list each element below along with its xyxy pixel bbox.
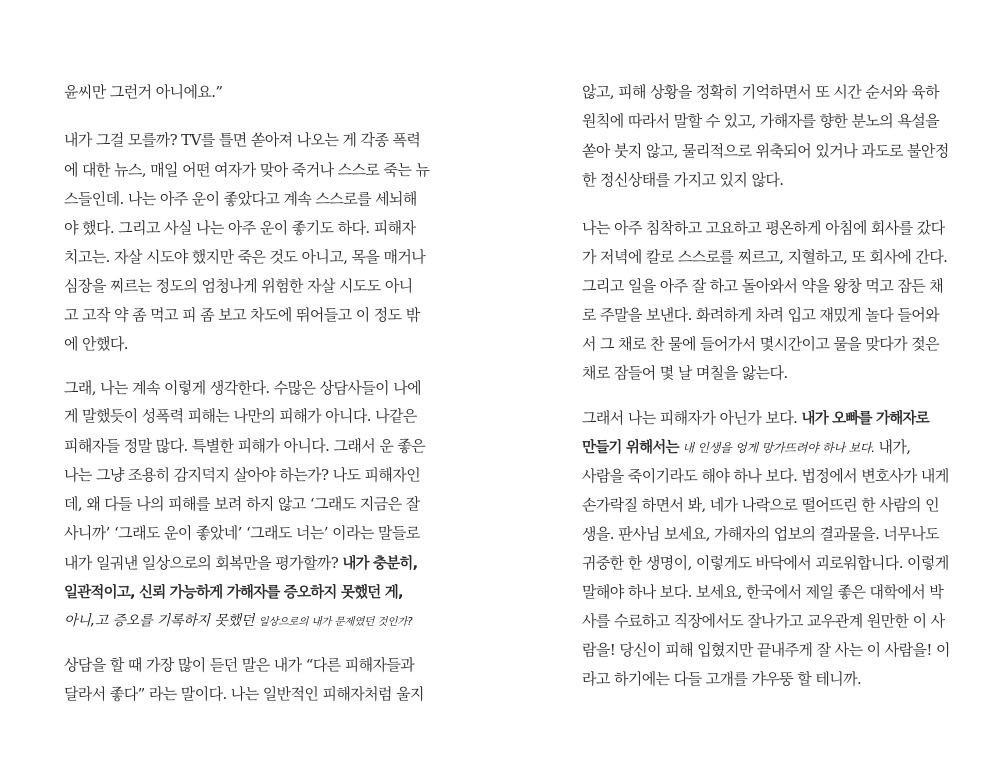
body-text: 사를 수료하고 직장에서도 잘나가고 교우관계 원만한 이 사 — [582, 612, 945, 630]
body-text: 사람을 죽이기라도 해야 하나 보다. 법정에서 변호사가 내게 — [582, 467, 949, 485]
text-line — [64, 436, 425, 456]
text-line — [582, 170, 783, 190]
body-text: 심장을 찌르는 정도의 엄청나게 위험한 자살 시도도 아니 — [64, 277, 413, 295]
body-text: 게 말했듯이 성폭력 피해는 나만의 피해가 아니다. 나같은 — [64, 407, 417, 425]
handwritten-text: 일상으로의 내가 문제였던 것인가? — [258, 616, 413, 628]
text-line — [64, 582, 403, 603]
text-line — [64, 305, 420, 325]
body-text: 않고, 피해 상황을 정확히 기억하면서 또 시간 순서와 육하 — [582, 83, 939, 101]
body-text: 내가 일궈낸 일상으로의 회복만을 평가할까? — [64, 554, 343, 572]
body-text: 나는 그냥 조용히 감지덕지 살아야 하는가? 나도 피해자인 — [64, 466, 421, 484]
text-line — [582, 524, 939, 544]
text-line — [582, 334, 939, 354]
text-line — [582, 247, 947, 267]
body-text: 피해자들 정말 많다. 특별한 피해가 아니다. 그래서 운 좋은 — [64, 437, 426, 455]
body-text: 말해야 하나 보다. 보세요, 한국에서 제일 좋은 대학에서 박 — [582, 583, 944, 601]
text-line — [582, 218, 945, 238]
text-line — [64, 684, 424, 704]
text-line — [64, 276, 413, 296]
text-line — [64, 160, 429, 180]
text-line — [64, 406, 417, 426]
body-text: 상담을 할 때 가장 많이 듣던 말은 내가 “다른 피해자들과 — [64, 656, 415, 674]
body-text: 내가, — [878, 438, 911, 456]
body-text: 나는 아주 침착하고 고요하고 평온하게 아침에 회사를 갔다 — [582, 219, 945, 237]
text-line — [64, 218, 415, 238]
text-line — [64, 82, 222, 102]
body-text: 윤씨만 그런거 아니에요.” — [64, 83, 223, 101]
text-line — [64, 378, 421, 398]
body-text: 로 주말을 보낸다. 화려하게 차려 입고 재밌게 놀다 들어와 — [582, 306, 939, 324]
body-text: 에 대한 뉴스, 매일 어떤 여자가 맞아 죽거나 스스로 죽는 뉴 — [64, 161, 430, 179]
body-text: 생을. 판사님 보세요, 가해자의 업보의 결과물을. 너무나도 — [582, 525, 939, 543]
text-line — [64, 655, 414, 675]
text-line — [582, 495, 939, 515]
body-text: 사니까’ ‘그래도 운이 좋았네’ ‘그래도 너는’ 이라는 말들로 — [64, 524, 420, 542]
body-text: 스들인데. 나는 아주 운이 좋았다고 계속 스스로를 세뇌해 — [64, 190, 417, 208]
body-text: 라고 하기에는 다들 고개를 갸우뚱 할 테니까. — [582, 670, 862, 688]
bold-text: 내가 충분히, — [342, 556, 418, 572]
body-text: 가 저녁에 칼로 스스로를 찌르고, 지혈하고, 또 회사에 간다. — [582, 248, 948, 266]
body-text: 그래서 나는 피해자가 아닌가 보다. — [582, 409, 802, 427]
body-text: 야 했다. 그리고 사실 나는 아주 운이 좋기도 하다. 피해자 — [64, 219, 416, 237]
text-line — [582, 276, 943, 296]
body-text: 내가 그걸 모를까? TV를 틀면 쏟아져 나오는 게 각종 폭력 — [64, 131, 421, 149]
text-line — [64, 610, 412, 632]
body-text: 데, 왜 다들 나의 피해를 보려 하지 않고 ‘그래도 지금은 잘 — [64, 495, 420, 513]
body-text: 귀중한 한 생명이, 이렇게도 바닥에서 괴로워합니다. 이렇게 — [582, 554, 949, 572]
text-line — [64, 247, 425, 267]
body-text: 그래, 나는 계속 이렇게 생각한다. 수많은 상담사들이 나에 — [64, 379, 421, 397]
handwritten-text: 내 인생을 엉게 망가뜨려야 하나 보다. — [678, 441, 879, 455]
text-line — [64, 553, 417, 574]
body-text: 그리고 일을 아주 잘 하고 돌아와서 약을 왕창 먹고 잠든 채 — [582, 277, 944, 295]
body-text: 에 안했다. — [64, 335, 128, 353]
text-line — [64, 130, 420, 150]
text-line — [64, 494, 420, 514]
text-line — [64, 465, 420, 485]
text-line — [64, 334, 128, 354]
text-line — [582, 553, 949, 573]
text-line — [582, 669, 861, 689]
text-line — [582, 305, 939, 325]
body-text: 원칙에 따라서 말할 수 있고, 가해자를 향한 분노의 욕설을 — [582, 112, 939, 130]
text-line — [64, 189, 417, 209]
text-line — [64, 523, 420, 543]
text-line — [582, 466, 949, 486]
text-line — [582, 408, 929, 429]
body-text: 달라서 좋다” 라는 말이다. 나는 일반적인 피해자처럼 울지 — [64, 685, 424, 703]
text-line — [582, 582, 943, 602]
body-text: 손가락질 하면서 봐, 네가 나락으로 떨어뜨린 한 사람의 인 — [582, 496, 939, 514]
body-text: 채로 잠들어 몇 날 며칠을 앓는다. — [582, 364, 788, 382]
text-line — [582, 437, 910, 458]
text-line — [582, 611, 945, 631]
bold-text: 만들기 위해서는 — [582, 440, 679, 456]
text-line — [582, 141, 949, 161]
text-line — [582, 363, 788, 383]
text-line — [582, 640, 950, 660]
body-text: 쏟아 붓지 않고, 물리적으로 위축되어 있거나 과도로 불안정 — [582, 142, 949, 160]
body-text: 고 고작 약 좀 먹고 피 좀 보고 차도에 뛰어들고 이 정도 밖 — [64, 306, 420, 324]
text-line — [582, 111, 939, 131]
body-text: 한 정신상태를 가지고 있지 않다. — [582, 171, 784, 189]
body-text: 람을! 당신이 피해 입혔지만 끝내주게 잘 사는 이 사람을! 이 — [582, 641, 950, 659]
bold-text: 일관적이고, 신뢰 가능하게 가해자를 증오하지 못했던 게, — [64, 585, 403, 601]
text-line — [582, 82, 939, 102]
handwritten-text: 아니,고 증오를 기록하지 못했던 — [64, 613, 259, 629]
bold-text: 내가 오빠를 가해자로 — [801, 411, 929, 427]
body-text: 치고는. 자살 시도야 했지만 죽은 것도 아니고, 목을 매거나 — [64, 248, 426, 266]
body-text: 서 그 채로 찬 물에 들어가서 몇시간이고 물을 맞다가 젖은 — [582, 335, 939, 353]
